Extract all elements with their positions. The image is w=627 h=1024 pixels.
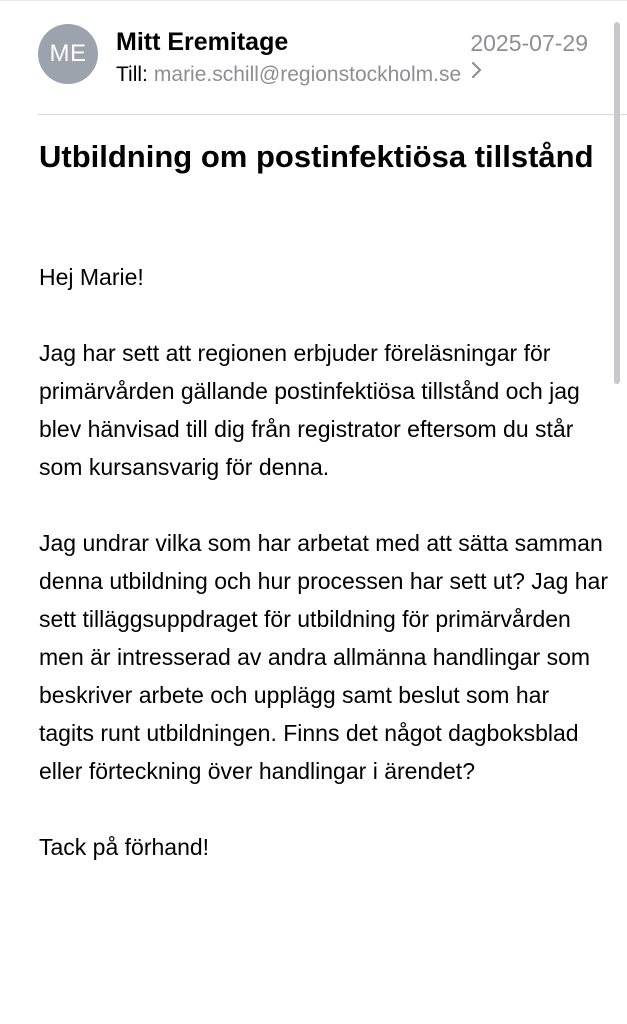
- email-body: [39, 258, 609, 866]
- email-header: [0, 0, 627, 114]
- recipient-address[interactable]: marie.schill@regionstockholm.se: [153, 63, 462, 86]
- closing: Tack på förhand!: [39, 834, 210, 860]
- header-divider: [38, 114, 627, 115]
- sender-name[interactable]: Mitt Eremitage: [116, 28, 289, 56]
- to-label: Till:: [116, 63, 148, 86]
- avatar[interactable]: ME: [38, 24, 98, 84]
- email-subject: Utbildning om postinfektiösa tillstånd: [39, 139, 594, 174]
- recipient-row[interactable]: [116, 60, 482, 90]
- email-date: 2025-07-29: [470, 30, 588, 56]
- body-paragraph-1: Jag har sett att regionen erbjuder föreläsningar för primärvården gällande postinfektiösa tillstånd och jag blev hänvisad till dig från registrator eftersom du står som kursansvarig för denna.: [39, 340, 580, 480]
- scrollbar[interactable]: [614, 22, 620, 384]
- chevron-right-icon[interactable]: [471, 58, 482, 88]
- greeting: Hej Marie!: [39, 264, 144, 290]
- body-paragraph-2: Jag undrar vilka som har arbetat med att sätta samman denna utbildning och hur processen har sett ut? Jag har sett tilläggsuppdraget för utbildning för primärvården men är intresserad av andra allmänna handlingar som beskriver arbete och upplägg samt beslut som har tagits runt utbildningen. Finns det något dagboksblad eller förteckning över handlingar i ärendet?: [39, 530, 608, 784]
